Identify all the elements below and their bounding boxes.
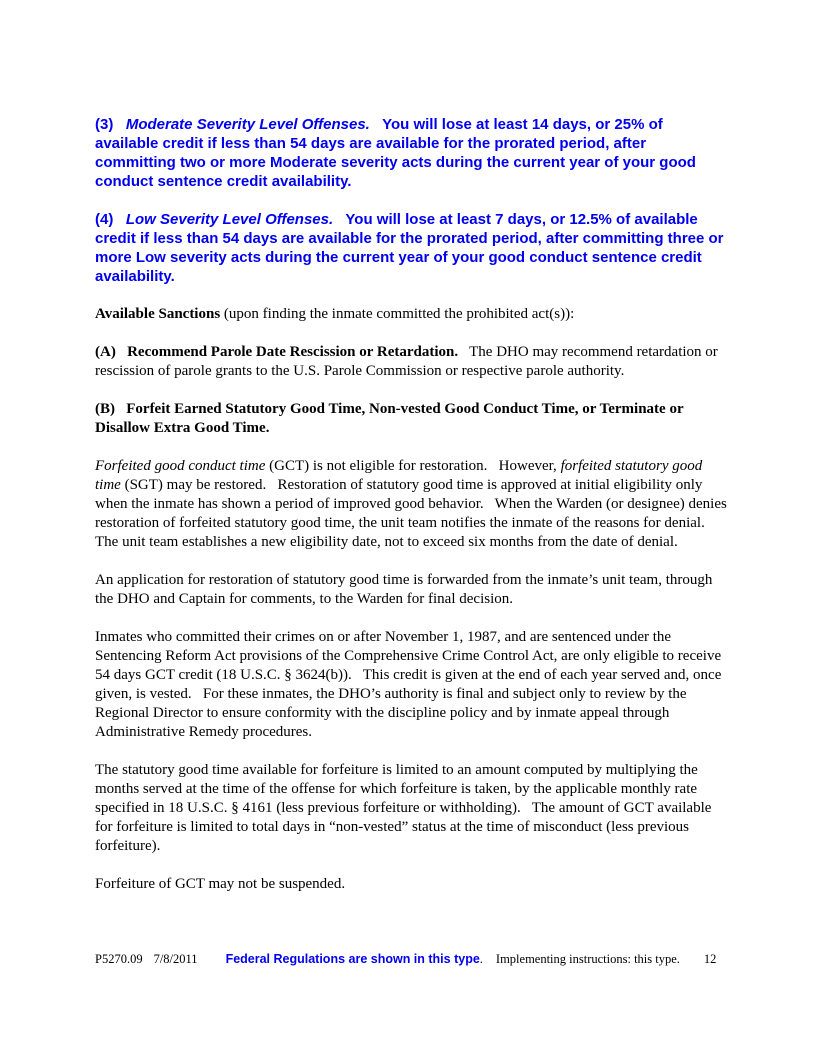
page-footer	[95, 951, 729, 967]
paragraph-8	[95, 628, 729, 742]
text-run: forfeited statutory good time	[95, 458, 706, 493]
text-run: Available Sanctions	[95, 306, 221, 322]
text-run: (A) Recommend Parole Date Rescission or Retardation.	[95, 344, 459, 360]
footer-page-number: 12	[703, 952, 717, 966]
text-run: (B) Forfeit Earned Statutory Good Time, Non-vested Good Conduct Time, or Terminate or Disallow Extra Good Time.	[95, 401, 688, 436]
paragraph-3	[95, 305, 729, 324]
footer-federal-regulations-note: Federal Regulations are shown in this type	[225, 952, 480, 966]
paragraph-5	[95, 400, 729, 438]
text-run: Low Severity Level Offenses.	[125, 211, 334, 228]
footer-implementing-note: Implementing instructions: this type.	[495, 952, 680, 966]
paragraph-6	[95, 457, 729, 552]
paragraph-2	[95, 210, 729, 286]
text-run: You will lose at least 7 days, or 12.5% of available credit if less than 54 days are available for the prorated period, after committing three or more Low severity acts during the current year of your good conduct sentence credit availability.	[95, 211, 728, 285]
text-run: (SGT) may be restored. Restoration of statutory good time is approved at initial eligibility only when the inmate has shown a period of improved good behavior. When the Warden (or designee) denies restoration of forfeited statutory good time, the unit team notifies the inmate of the reasons for denial. The unit team establishes a new eligibility date, not to exceed six months from the date of denial.	[95, 477, 731, 550]
footer-federal-note-period: .	[479, 952, 483, 966]
document-body	[95, 115, 729, 913]
text-run: An application for restoration of statutory good time is forwarded from the inmate’s unit team, through the DHO and Captain for comments, to the Warden for final decision.	[95, 572, 717, 607]
paragraph-10	[95, 875, 729, 894]
paragraph-9	[95, 761, 729, 856]
text-run: The statutory good time available for forfeiture is limited to an amount computed by multiplying the months served at the time of the offense for which forfeiture is taken, by the applicable monthly rate specified in 18 U.S.C. § 4161 (less previous forfeiture or withholding). The amount of GCT available for forfeiture is limited to total days in “non-vested” status at the time of misconduct (less previous forfeiture).	[95, 762, 716, 854]
paragraph-4	[95, 343, 729, 381]
paragraph-7	[95, 571, 729, 609]
text-run: (4)	[95, 211, 126, 228]
paragraph-1	[95, 115, 729, 191]
footer-doc-number: P5270.09	[95, 952, 143, 966]
text-run: Inmates who committed their crimes on or after November 1, 1987, and are sentenced under the Sentencing Reform Act provisions of the Comprehensive Crime Control Act, are only eligible to receive 54 days GCT credit (18 U.S.C. § 3624(b)). This credit is given at the end of each year served and, once given, is vested. For these inmates, the DHO’s authority is final and subject only to review by the Regional Director to ensure conformity with the discipline policy and by inmate appeal through Administrative Remedy procedures.	[95, 629, 726, 740]
footer-date: 7/8/2011	[153, 952, 198, 966]
text-run: (GCT) is not eligible for restoration. However,	[265, 458, 561, 474]
text-run: (3)	[95, 116, 126, 133]
text-run: Forfeiture of GCT may not be suspended.	[95, 876, 346, 892]
text-run: Moderate Severity Level Offenses.	[125, 116, 370, 133]
text-run: (upon finding the inmate committed the prohibited act(s)):	[220, 306, 575, 322]
text-run: The DHO may recommend retardation or rescission of parole grants to the U.S. Parole Commission or respective parole authority.	[95, 344, 722, 379]
text-run: Forfeited good conduct time	[95, 458, 266, 474]
text-run: You will lose at least 14 days, or 25% of available credit if less than 54 days are available for the prorated period, after committing two or more Moderate severity acts during the current year of your good conduct sentence credit availability.	[95, 116, 701, 190]
